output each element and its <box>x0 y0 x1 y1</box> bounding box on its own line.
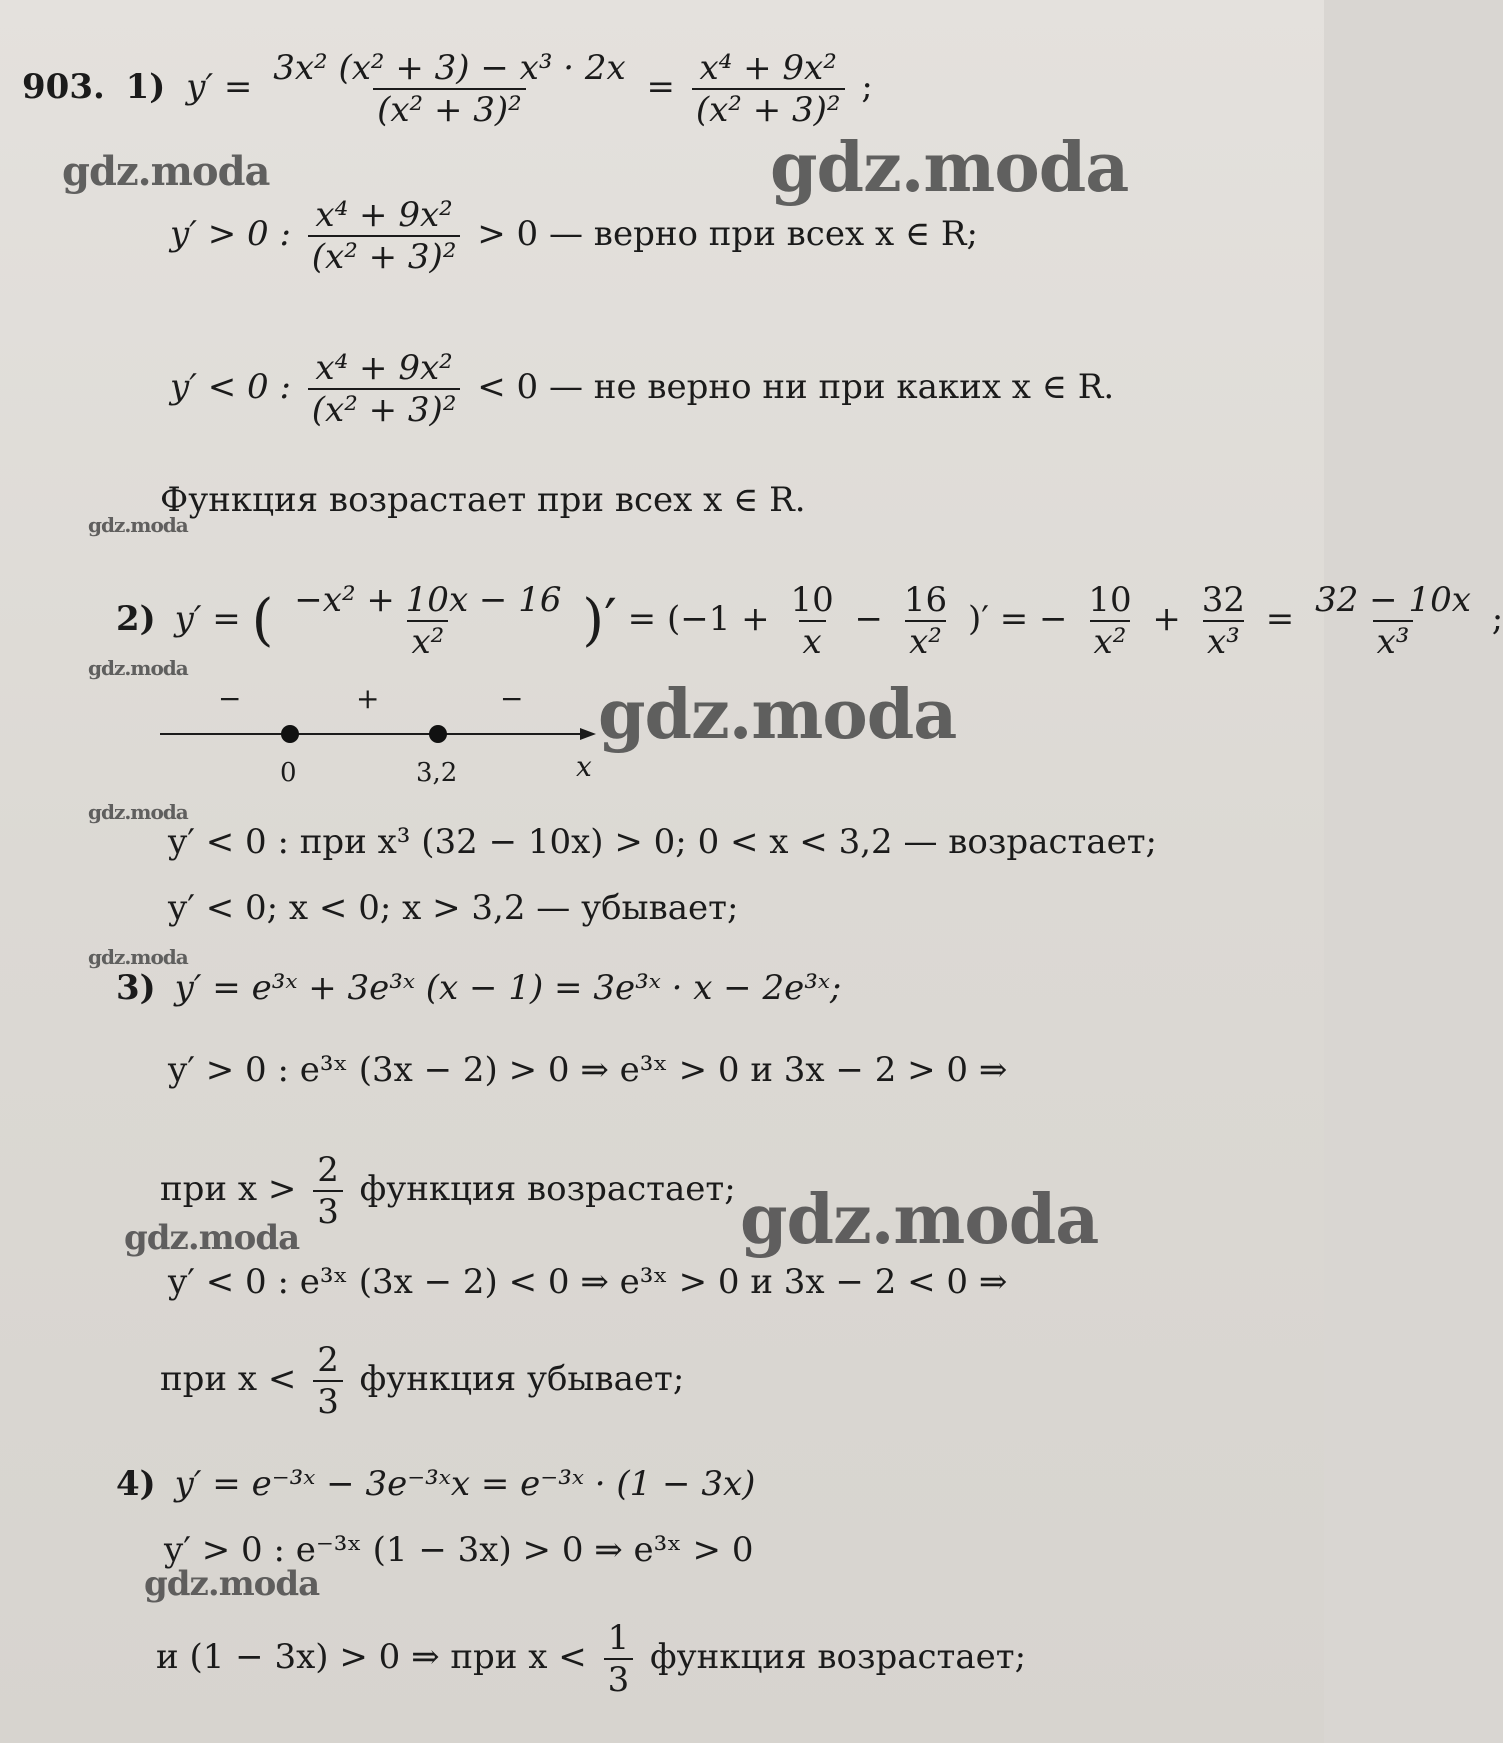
problem-1-line-2 <box>170 195 978 277</box>
numerator: 10 <box>790 580 834 620</box>
denominator: x² <box>1090 620 1131 662</box>
plus-sign: + <box>1152 599 1181 639</box>
watermark: gdz.moda <box>770 128 1129 208</box>
expression: и (1 − 3x) > 0 ⇒ при x < <box>156 1637 587 1677</box>
problem-1-line-1 <box>22 48 873 130</box>
fraction <box>1198 580 1249 662</box>
watermark: gdz.moda <box>88 513 188 537</box>
denominator: (x² + 3)² <box>692 88 845 130</box>
numerator: x⁴ + 9x² <box>699 48 837 88</box>
semicolon: ; <box>1491 599 1503 639</box>
problem-3-line-4: y′ < 0 : e³ˣ (3x − 2) < 0 ⇒ e³ˣ > 0 и 3x − 2 < 0 ⇒ <box>168 1262 1008 1302</box>
watermark: gdz.moda <box>88 800 188 824</box>
numerator: −x² + 10x − 16 <box>294 580 562 620</box>
point-marker <box>429 725 447 743</box>
numerator: 1 <box>607 1618 630 1658</box>
problem-number: 903. <box>22 67 105 107</box>
watermark: gdz.moda <box>88 945 188 969</box>
fraction <box>692 48 845 130</box>
denominator: 3 <box>313 1380 343 1422</box>
expression: y′ = e⁻³ˣ − 3e⁻³ˣx = e⁻³ˣ · (1 − 3x) <box>174 1464 756 1504</box>
denominator: x³ <box>1203 620 1244 662</box>
expression: > 0 — верно при всех x ∈ R; <box>477 214 978 254</box>
denominator: x² <box>407 620 448 662</box>
denominator: (x² + 3)² <box>373 88 526 130</box>
denominator: x³ <box>1373 620 1414 662</box>
fraction <box>269 48 629 130</box>
sign-label: − <box>500 682 524 715</box>
fraction <box>313 1340 343 1422</box>
watermark: gdz.moda <box>598 675 957 755</box>
fraction <box>1311 580 1475 662</box>
denominator: 3 <box>604 1658 634 1700</box>
fraction <box>308 348 461 430</box>
numerator: 10 <box>1088 580 1132 620</box>
expression: функция убывает; <box>359 1359 685 1399</box>
problem-4-line-1 <box>116 1464 755 1504</box>
expression: = (−1 + <box>627 599 770 639</box>
problem-3-line-3 <box>160 1150 736 1232</box>
numerator: x⁴ + 9x² <box>315 195 453 235</box>
expression: < 0 — не верно ни при каких x ∈ R. <box>477 367 1115 407</box>
numerator: 2 <box>317 1150 339 1190</box>
fraction <box>786 580 837 662</box>
equals-sign: = <box>646 67 675 107</box>
fraction <box>313 1150 343 1232</box>
problem-3-line-1 <box>116 968 841 1008</box>
numerator: 3x² (x² + 3) − x³ · 2x <box>273 48 626 88</box>
expression: при x < <box>160 1359 297 1399</box>
numerator: 2 <box>317 1340 339 1380</box>
sign-label: − <box>218 682 242 715</box>
problem-2-line-3: y′ < 0; x < 0; x > 3,2 — убывает; <box>168 888 739 928</box>
problem-2-line-1 <box>116 580 1503 662</box>
part-label: 4) <box>116 1464 156 1504</box>
part-label: 3) <box>116 968 156 1008</box>
fraction <box>604 1618 634 1700</box>
fraction <box>308 195 461 277</box>
denominator: (x² + 3)² <box>308 235 461 277</box>
problem-1-line-3 <box>170 348 1114 430</box>
expression: y′ > 0 : <box>170 214 291 254</box>
denominator: x <box>799 620 826 662</box>
fraction <box>900 580 951 662</box>
part-label: 1) <box>125 67 166 107</box>
equals-sign: = <box>1265 599 1295 639</box>
problem-1-conclusion: Функция возрастает при всех x ∈ R. <box>160 480 806 520</box>
denominator: 3 <box>313 1190 343 1232</box>
point-label: 0 <box>280 758 297 788</box>
expression: функция возрастает; <box>650 1637 1027 1677</box>
expression: при x > <box>160 1169 297 1209</box>
problem-4-line-3 <box>156 1618 1026 1700</box>
numerator: 32 <box>1201 580 1245 620</box>
point-marker <box>281 725 299 743</box>
problem-2-line-2: y′ < 0 : при x³ (32 − 10x) > 0; 0 < x < 3,2 — возрастает; <box>168 822 1157 862</box>
numerator: 16 <box>903 580 948 620</box>
watermark: gdz.moda <box>62 148 270 195</box>
sign-label: + <box>356 682 380 715</box>
numerator: 32 − 10x <box>1315 580 1471 620</box>
expression: функция возрастает; <box>359 1169 736 1209</box>
problem-3-line-2: y′ > 0 : e³ˣ (3x − 2) > 0 ⇒ e³ˣ > 0 и 3x − 2 > 0 ⇒ <box>168 1050 1008 1090</box>
number-line <box>160 682 600 800</box>
minus-sign: − <box>854 599 884 639</box>
fraction <box>1084 580 1135 662</box>
axis-label: x <box>576 750 592 783</box>
expression: y′ = <box>174 599 241 639</box>
fraction <box>290 580 565 662</box>
semicolon: ; <box>861 67 873 107</box>
expression: y′ < 0 : <box>170 367 291 407</box>
numerator: x⁴ + 9x² <box>315 348 453 388</box>
part-label: 2) <box>116 599 156 639</box>
denominator: x² <box>905 620 946 662</box>
paren-close: )′ <box>582 588 617 653</box>
expression: y′ = e³ˣ + 3e³ˣ (x − 1) = 3e³ˣ · x − 2e³ˣ; <box>174 968 842 1008</box>
expression: )′ = − <box>967 599 1068 639</box>
watermark: gdz.moda <box>88 656 188 680</box>
arrow-head-icon <box>580 728 596 740</box>
watermark: gdz.moda <box>144 1564 320 1604</box>
watermark: gdz.moda <box>124 1218 300 1258</box>
problem-3-line-5 <box>160 1340 684 1422</box>
point-label: 3,2 <box>416 758 458 788</box>
watermark: gdz.moda <box>740 1180 1099 1260</box>
problem-4-line-2: y′ > 0 : e⁻³ˣ (1 − 3x) > 0 ⇒ e³ˣ > 0 <box>164 1530 754 1570</box>
denominator: (x² + 3)² <box>308 388 461 430</box>
expression: y′ = <box>186 67 253 107</box>
paren-open: ( <box>251 588 274 653</box>
number-line-graphic <box>160 720 600 800</box>
